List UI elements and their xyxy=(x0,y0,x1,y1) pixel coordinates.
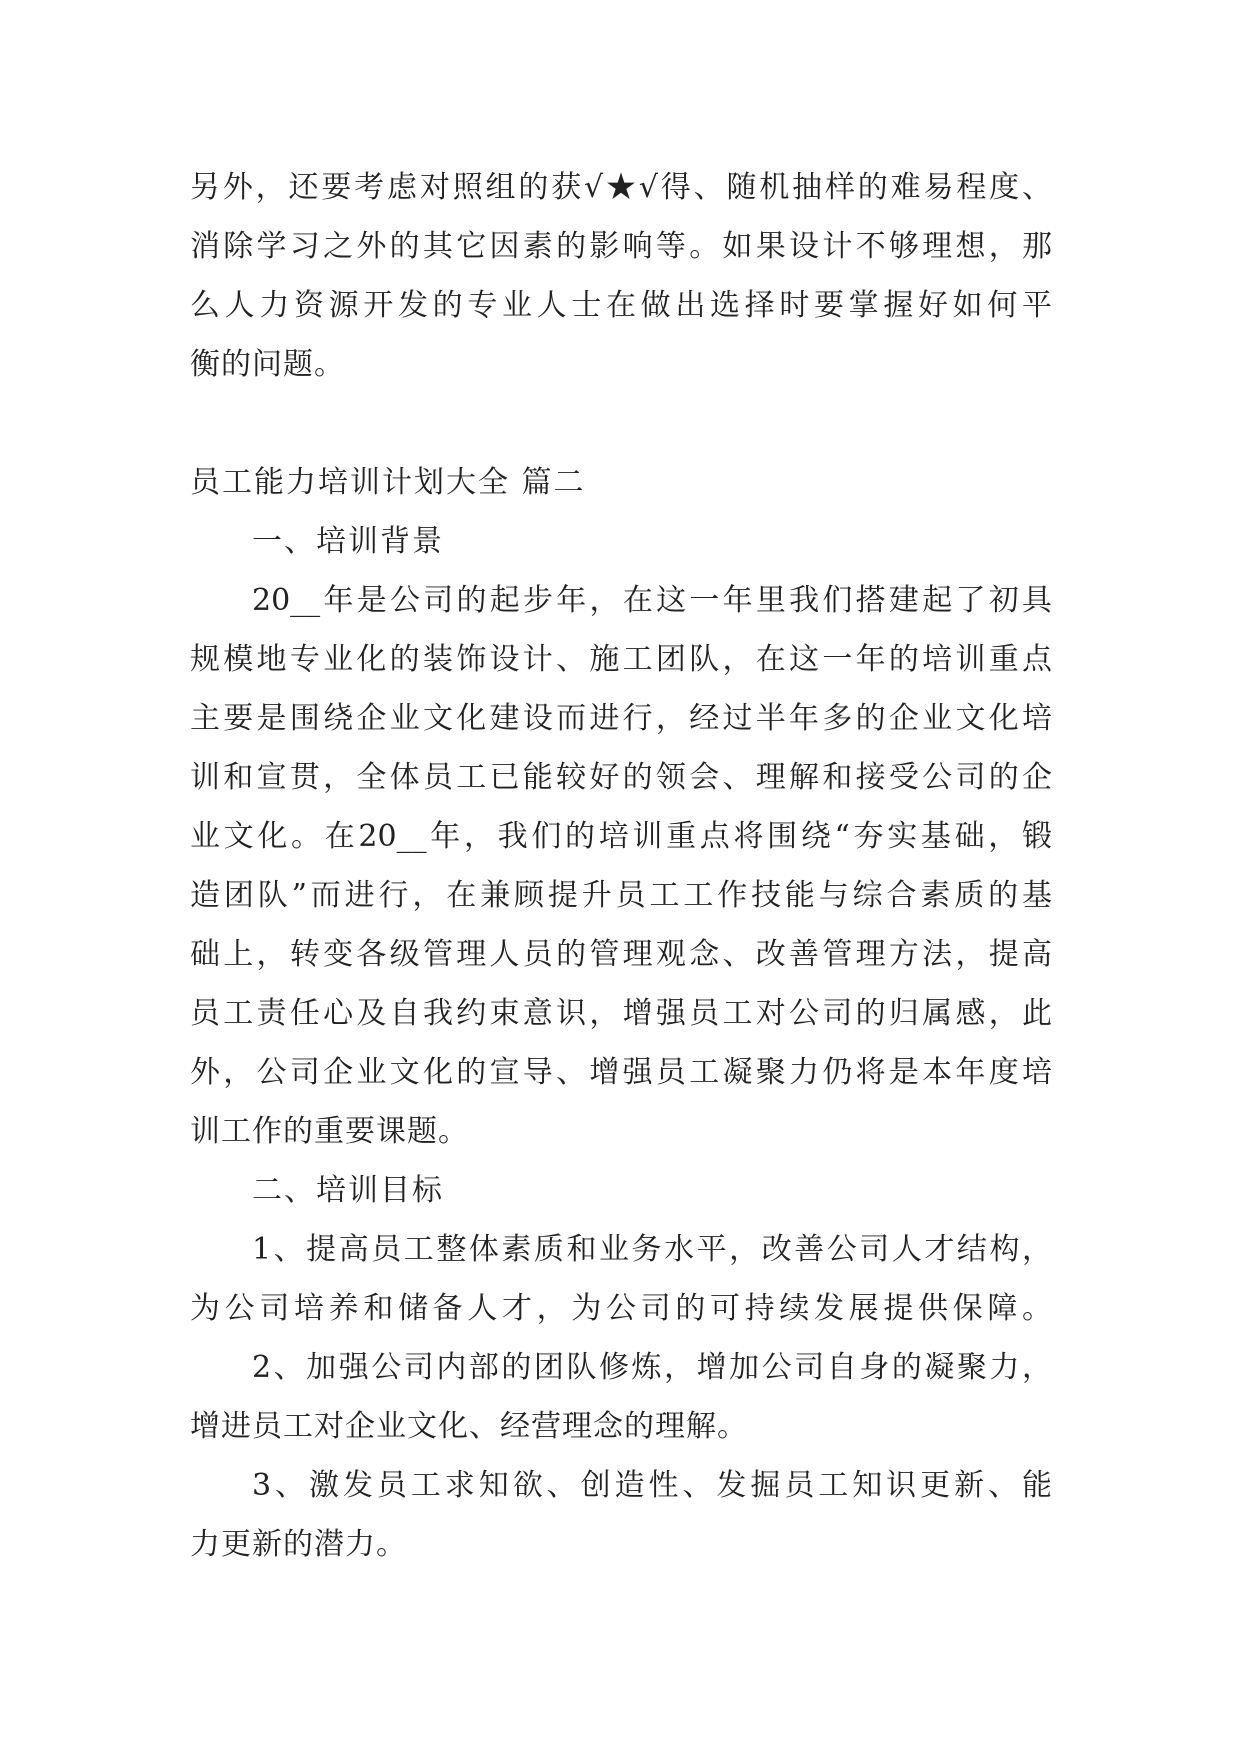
document-page xyxy=(190,158,1052,1574)
paragraph-line: 主要是围绕企业文化建设而进行，经过半年多的企业文化培 xyxy=(190,701,1052,736)
section-title: 员工能力培训计划大全 篇二 xyxy=(190,465,586,500)
goal-item xyxy=(190,1338,1052,1456)
paragraph-line: 础上，转变各级管理人员的管理观念、改善管理方法，提高 xyxy=(190,937,1052,972)
goal-item xyxy=(190,1456,1052,1574)
paragraph-line: 20__年是公司的起步年，在这一年里我们搭建起了初具 xyxy=(252,583,1052,618)
goals-heading: 二、培训目标 xyxy=(252,1173,444,1208)
paragraph-line: 3、激发员工求知欲、创造性、发掘员工知识更新、能 xyxy=(252,1468,1052,1503)
paragraph-line: 规模地专业化的装饰设计、施工团队，在这一年的培训重点 xyxy=(190,642,1052,677)
goal-item xyxy=(190,1220,1052,1338)
paragraph-line: 1、提高员工整体素质和业务水平，改善公司人才结构， xyxy=(252,1232,1052,1267)
paragraph-line: 外，公司企业文化的宣导、增强员工凝聚力仍将是本年度培 xyxy=(190,1055,1052,1090)
paragraph-line: 增进员工对企业文化、经营理念的理解。 xyxy=(190,1409,748,1444)
paragraph-line: 造团队”而进行，在兼顾提升员工工作技能与综合素质的基 xyxy=(190,878,1052,913)
paragraph-line: 训工作的重要课题。 xyxy=(190,1114,469,1149)
paragraph-line: 么人力资源开发的专业人士在做出选择时要掌握好如何平 xyxy=(190,288,1052,323)
paragraph-line: 训和宣贯，全体员工已能较好的领会、理解和接受公司的企 xyxy=(190,760,1052,795)
goals-section xyxy=(190,1161,1052,1574)
blank-line xyxy=(190,394,1052,453)
background-heading: 一、培训背景 xyxy=(252,524,444,559)
paragraph-line: 员工责任心及自我约束意识，增强员工对公司的归属感，此 xyxy=(190,996,1052,1031)
paragraph-line: 衡的问题。 xyxy=(190,347,345,382)
paragraph-line: 为公司培养和储备人才，为公司的可持续发展提供保障。 xyxy=(190,1291,1052,1326)
paragraph-line: 另外，还要考虑对照组的获√★√得、随机抽样的难易程度、 xyxy=(190,170,1052,205)
paragraph-line: 力更新的潜力。 xyxy=(190,1527,407,1562)
intro-paragraph xyxy=(190,158,1052,394)
paragraph-line: 消除学习之外的其它因素的影响等。如果设计不够理想，那 xyxy=(190,229,1052,264)
paragraph-line: 2、加强公司内部的团队修炼，增加公司自身的凝聚力， xyxy=(252,1350,1052,1385)
background-section xyxy=(190,512,1052,1161)
paragraph-line: 业文化。在20__年，我们的培训重点将围绕“夯实基础，锻 xyxy=(190,819,1052,854)
